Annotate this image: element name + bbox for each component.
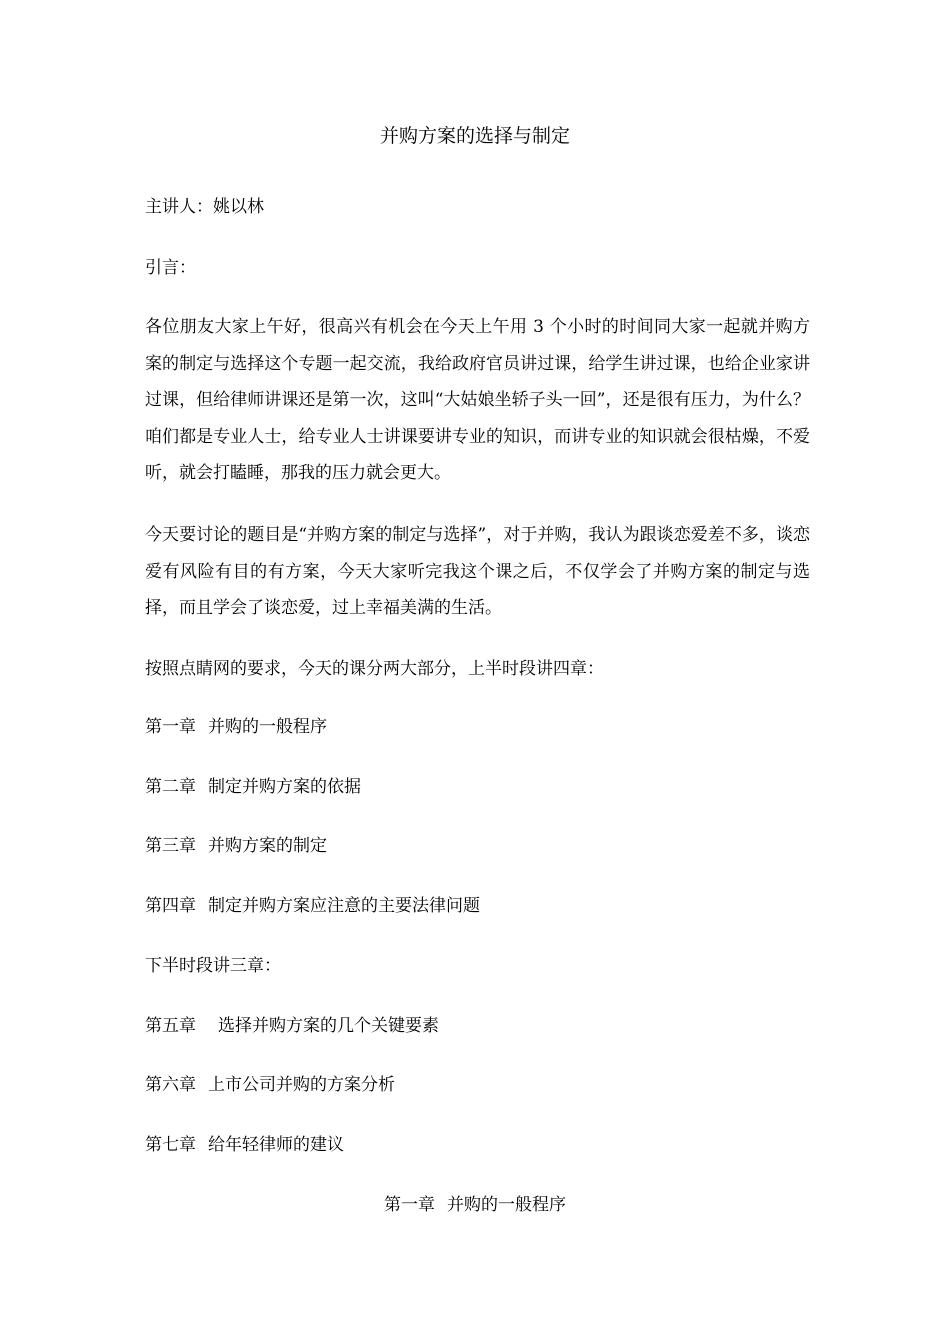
speaker-line: 主讲人：姚以林 [145,197,264,217]
chapter-number: 第五章 [145,1016,196,1036]
chapter-item [145,1131,815,1159]
document-title: 并购方案的选择与制定 [379,125,570,147]
chapter-item [145,1071,815,1099]
chapter-number: 第六章 [145,1075,196,1095]
chapter-item [145,832,815,860]
paragraph-2: 今天要讨论的题目是“并购方案的制定与选择”，对于并购，我认为跟谈恋爱差不多，谈恋爱有风险有目的有方案，今天大家听完我这个课之后，不仅学会了并购方案的制定与选择，而且学会了谈恋爱，过上幸福美满的生活。 [145,525,810,618]
chapter-number: 第七章 [145,1135,196,1155]
chapter-title: 制定并购方案应注意的主要法律问题 [208,896,480,916]
chapter-item [145,713,815,741]
chapter-title: 并购方案的制定 [208,836,327,856]
chapter-title: 制定并购方案的依据 [208,777,361,797]
chapter-item [145,892,815,920]
section-heading [0,1191,950,1219]
chapter-number: 第一章 [145,717,196,737]
section-heading-number: 第一章 [384,1195,435,1215]
schedule-intro: 按照点睛网的要求，今天的课分两大部分，上半时段讲四章： [145,659,604,679]
chapter-title: 选择并购方案的几个关键要素 [218,1016,439,1036]
second-half-intro: 下半时段讲三章： [145,956,281,976]
chapter-title: 上市公司并购的方案分析 [208,1075,395,1095]
intro-label: 引言： [145,258,196,278]
chapter-item [145,1012,815,1040]
chapter-title: 并购的一般程序 [208,717,327,737]
section-heading-title: 并购的一般程序 [447,1195,566,1215]
chapter-number: 第四章 [145,896,196,916]
chapter-item [145,773,815,801]
paragraph-1: 各位朋友大家上午好，很高兴有机会在今天上午用 3 个小时的时间同大家一起就并购方案的制定与选择这个专题一起交流，我给政府官员讲过课，给学生讲过课，也给企业家讲过课，但给律师讲课还是第一次，这叫“大姑娘坐轿子头一回”，还是很有压力，为什么？咱们都是专业人士，给专业人士讲课要讲专业的知识，而讲专业的知识就会很枯燥，不爱听，就会打瞌睡，那我的压力就会更大。 [145,317,810,483]
chapter-number: 第三章 [145,836,196,856]
chapter-title: 给年轻律师的建议 [208,1135,344,1155]
chapter-number: 第二章 [145,777,196,797]
